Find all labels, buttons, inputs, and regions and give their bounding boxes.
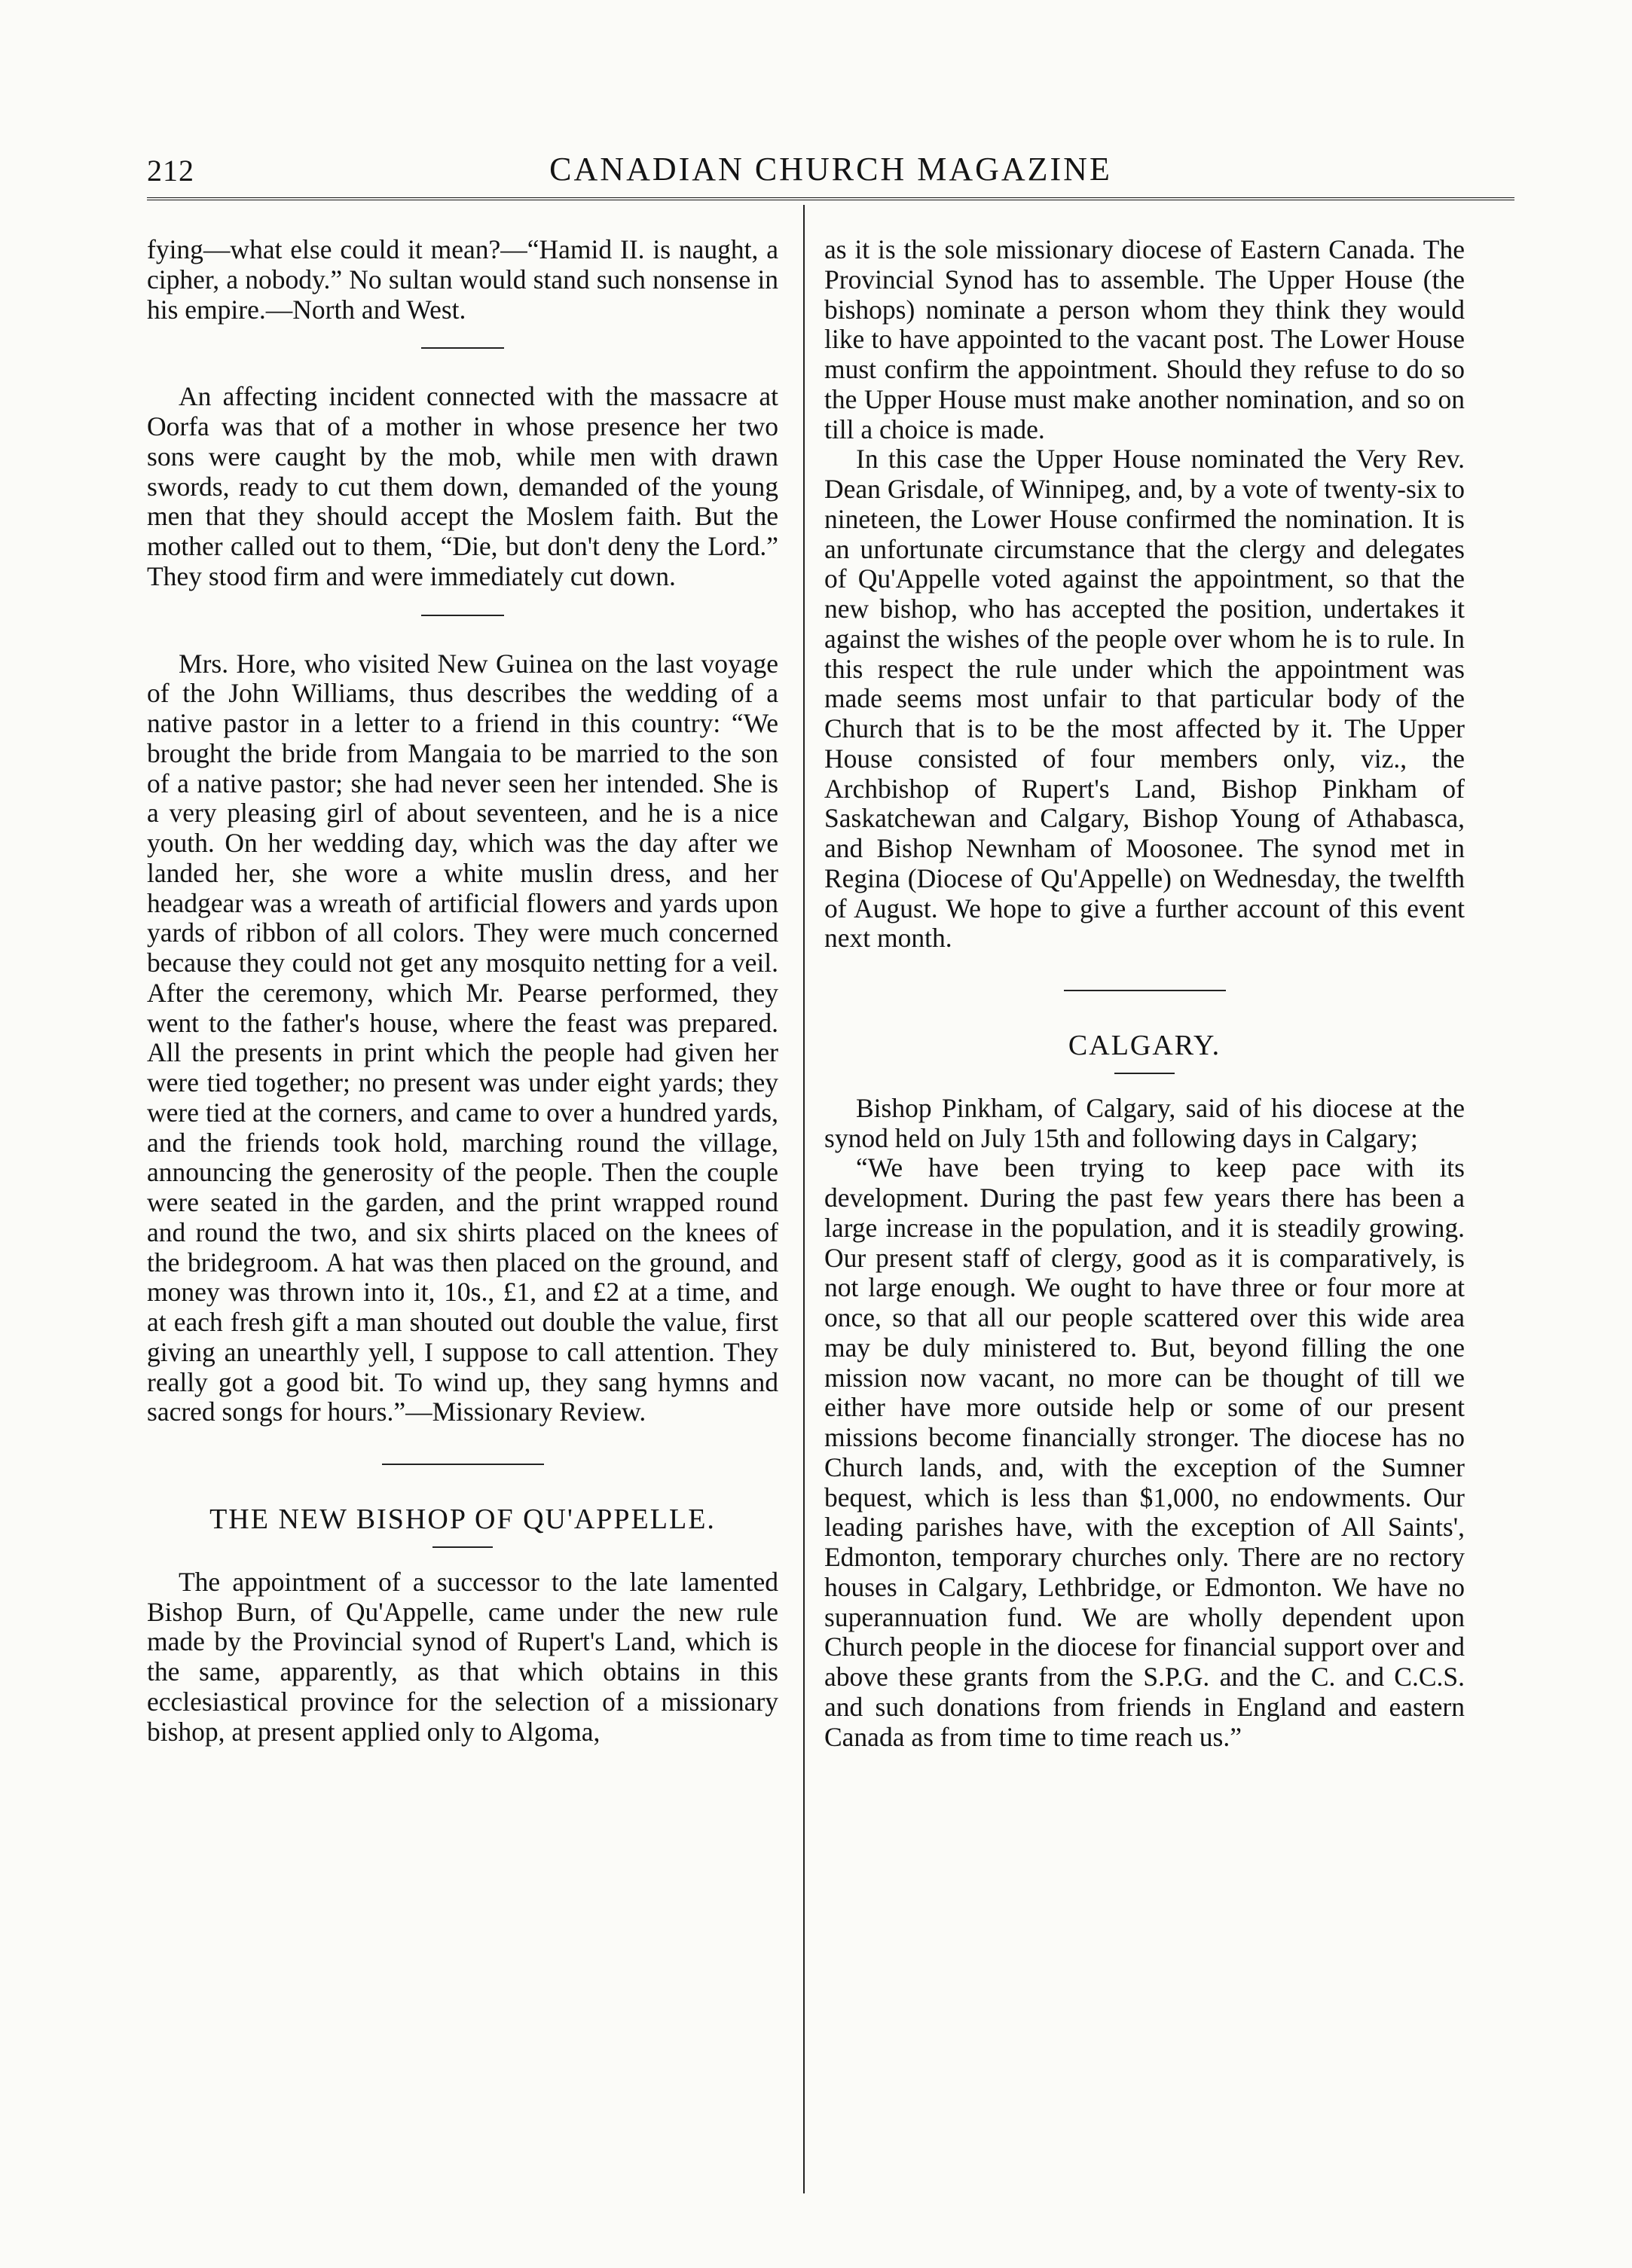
header-rule xyxy=(147,197,1514,200)
heading-rule xyxy=(1114,1073,1175,1074)
separator-rule xyxy=(421,615,504,616)
page-number: 212 xyxy=(147,154,194,188)
article-quappelle-nomination: In this case the Upper House nominated the Very Rev. Dean Grisdale, of Winnipeg, and, by a vote of twenty-six to nineteen, the Lower House confirmed the nomination. It is an unfortunate circumstance that the clergy and delegates of Qu'Appelle voted against the appointment, so that the new bishop, who has accepted the position, undertakes it against the wishes of the people over whom he is to rule. In this respect the rule under which the appointment was made seems most unfair to that particular body of the Church that is to be the most affected by it. The Upper House consisted of four members only, viz., the Archbishop of Rupert's Land, Bishop Pinkham of Saskatchewan and Calgary, Bishop Young of Athabasca, and Bishop Newnham of Moosonee. The synod met in Regina (Diocese of Qu'Appelle) on Wednesday, the twelfth of August. We hope to give a further account of this event next month. xyxy=(824,444,1465,954)
article-new-guinea-wedding: Mrs. Hore, who visited New Guinea on the last voyage of the John Williams, thus describes the wedding of a native pastor in a letter to a friend in this country: “We brought the bride from Mangaia to be married to the son of a native pastor; she had never seen her intended. She is a very pleasing girl of about seventeen, and he is a nice youth. On her wedding day, which was the day after we landed her, she wore a white muslin dress, and her headgear was a wreath of artificial flowers and yards upon yards of ribbon of all colors. They were much concerned because they could not get any mosquito netting for a veil. After the ceremony, which Mr. Pearse performed, they went to the father's house, where the feast was prepared. All the presents in print which the people had given her were tied together; no present was under eight yards; they were tied at the corners, and came to over a hundred yards, and the friends took hold, marching round the village, announcing the generosity of the people. Then the couple were seated in the garden, and the print wrapped round and round the two, and six shirts placed on the knees of the bridegroom. A hat was then placed on the ground, and money was thrown into it, 10s., £1, and £2 at a time, and at each fresh gift a man shouted out double the value, first giving an unearthly yell, I suppose to call attention. They really got a good bit. To wind up, they sang hymns and sacred songs for hours.”—Missionary Review. xyxy=(147,648,778,1427)
left-column xyxy=(147,235,778,1747)
article-continuation: fying—what else could it mean?—“Hamid II. is naught, a cipher, a nobody.” No sultan would stand such nonsense in his empire.—North and West. xyxy=(147,234,778,325)
article-oorfa: An affecting incident connected with the massacre at Oorfa was that of a mother in whose presence her two sons were caught by the mob, while men with drawn swords, ready to cut them down, demanded of the young men that they should accept the Moslem faith. But the mother called out to them, “Die, but don't deny the Lord.” They stood firm and were immediately cut down. xyxy=(147,381,778,591)
article-quappelle-continued: as it is the sole missionary diocese of Eastern Canada. The Provincial Synod has to assemble. The Upper House (the bishops) nominate a person whom they think they would like to have appointed to the vacant post. The Lower House must confirm the appointment. Should they refuse to do so the Upper House must make another nomination, and so on till a choice is made. xyxy=(824,234,1465,444)
article-quappelle-start: The appointment of a successor to the late lamented Bishop Burn, of Qu'Appelle, came under the new rule made by the Provincial synod of Rupert's Land, which is the same, apparently, as that which obtains in this ecclesiastical province for the selection of a missionary bishop, at present applied only to Algoma, xyxy=(147,1566,778,1747)
separator-rule xyxy=(382,1464,544,1465)
column-divider xyxy=(803,205,805,2193)
article-calgary-intro: Bishop Pinkham, of Calgary, said of his diocese at the synod held on July 15th and following days in Calgary; xyxy=(824,1092,1465,1153)
section-heading-calgary: CALGARY. xyxy=(1068,1030,1221,1061)
page-header xyxy=(147,147,1514,200)
article-calgary-quote: “We have been trying to keep pace with its development. During the past few years there has been a large increase in the population, and it is steadily growing. Our present staff of clergy, good as it is comparatively, is not large enough. We ought to have three or four more at once, so that all our people scattered over this wide area may be duly ministered to. But, beyond filling the one mission now vacant, no more can be thought of till we either have more outside help or some of our present missions become financially stronger. The diocese has no Church lands, and, with the exception of the Sumner bequest, which is less than $1,000, no endowments. Our leading parishes have, with the exception of All Saints', Edmonton, temporary churches only. There are no rectory houses in Calgary, Lethbridge, or Edmonton. We have no superannuation fund. We are wholly dependent upon Church people in the diocese for financial support over and above these grants from the S.P.G. and the C. and C.C.S. and such donations from friends in England and eastern Canada as from time to time reach us.” xyxy=(824,1152,1465,1752)
running-title: CANADIAN CHURCH MAGAZINE xyxy=(549,151,1112,188)
right-column xyxy=(824,235,1465,1752)
separator-rule xyxy=(421,347,504,349)
section-heading-quappelle: THE NEW BISHOP OF QU'APPELLE. xyxy=(209,1503,716,1535)
separator-rule xyxy=(1064,990,1226,991)
heading-rule xyxy=(432,1546,493,1548)
